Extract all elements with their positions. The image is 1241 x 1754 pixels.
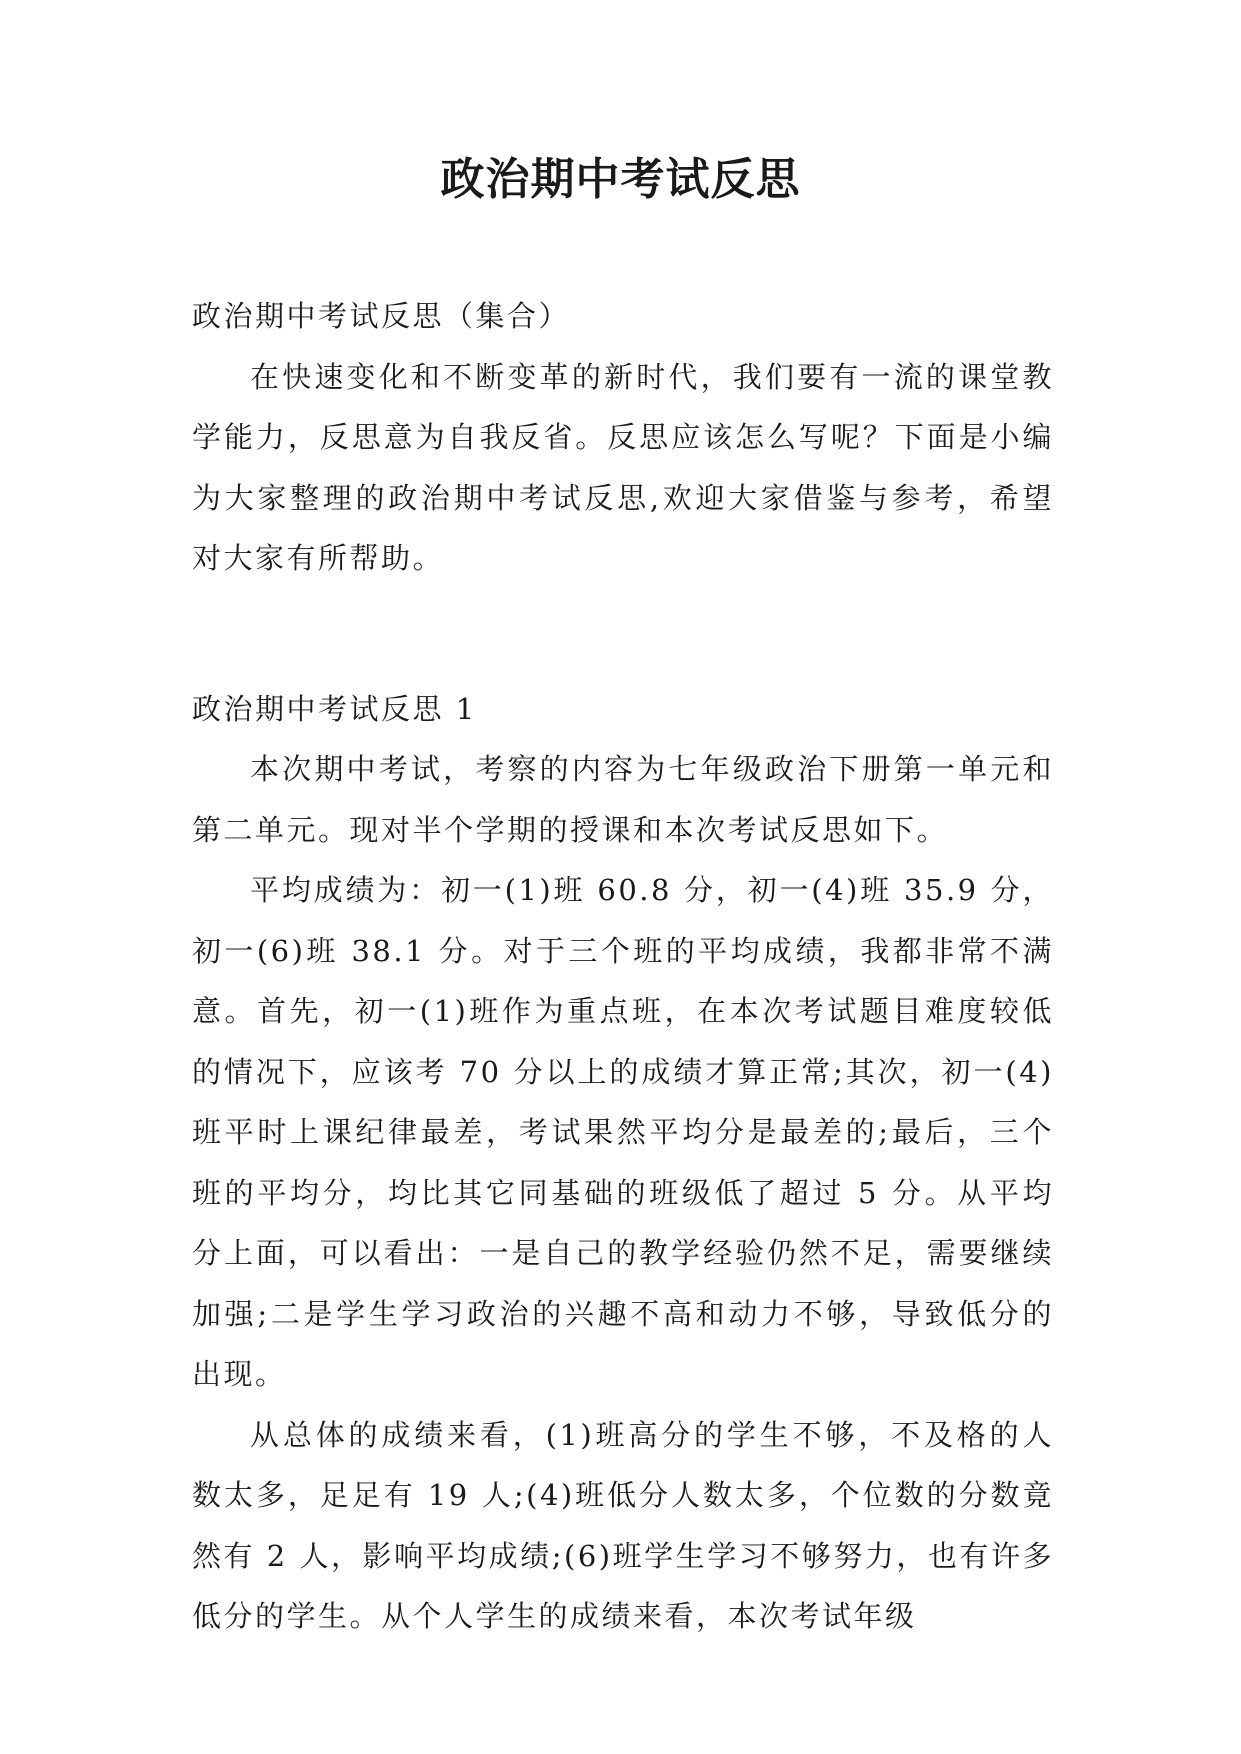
body-paragraph: 本次期中考试，考察的内容为七年级政治下册第一单元和第二单元。现对半个学期的授课和本次考试反思如下。 — [192, 752, 1054, 847]
section-heading: 政治期中考试反思 1 — [192, 691, 477, 726]
document-title: 政治期中考试反思 — [440, 154, 801, 205]
document-body — [192, 286, 1054, 1647]
section-spacer — [192, 589, 1054, 679]
intro-paragraph: 在快速变化和不断变革的新时代，我们要有一流的课堂教学能力，反思意为自我反省。反思应该怎么写呢？下面是小编为大家整理的政治期中考试反思,欢迎大家借鉴与参考，希望对大家有所帮助。 — [192, 359, 1054, 575]
document-subtitle: 政治期中考试反思（集合） — [192, 299, 571, 333]
body-paragraph: 从总体的成绩来看，(1)班高分的学生不够，不及格的人数太多，足足有 19 人;(4)班低分人数太多，个位数的分数竟然有 2 人，影响平均成绩;(6)班学生学习不够努力，也有许多低分的学生。从个人学生的成绩来看，本次考试年级 — [192, 1417, 1054, 1633]
body-paragraph: 平均成绩为：初一(1)班 60.8 分，初一(4)班 35.9 分，初一(6)班 38.1 分。对于三个班的平均成绩，我都非常不满意。首先，初一(1)班作为重点班，在本次考试题目难度较低的情况下，应该考 70 分以上的成绩才算正常;其次，初一(4)班平时上课纪律最差，考试果然平均分是最差的;最后，三个班的平均分，均比其它同基础的班级低了超过 5 分。从平均分上面，可以看出：一是自己的教学经验仍然不足，需要继续加强;二是学生学习政治的兴趣不高和动力不够，导致低分的出现。 — [192, 873, 1054, 1391]
